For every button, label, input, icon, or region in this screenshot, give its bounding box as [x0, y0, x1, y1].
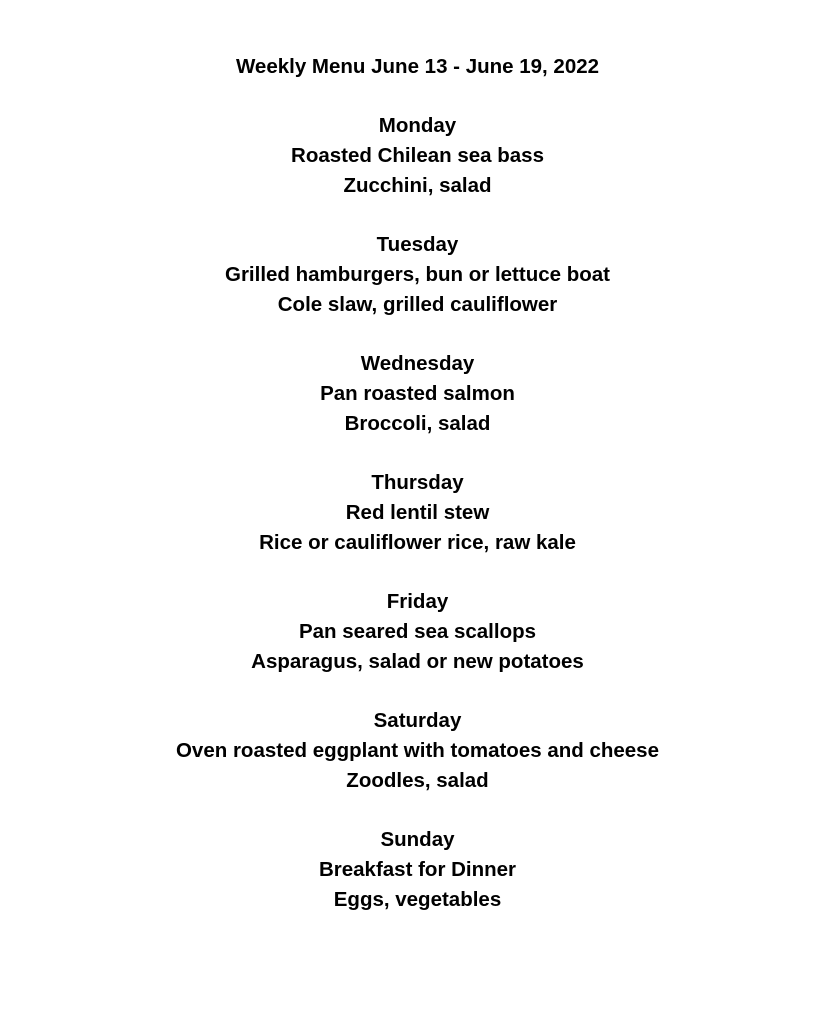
day-name: Sunday	[380, 828, 455, 851]
day-name: Tuesday	[376, 233, 459, 256]
side-dishes: Eggs, vegetables	[333, 887, 502, 911]
main-dish: Roasted Chilean sea bass	[291, 143, 544, 167]
day-block-tuesday	[0, 230, 835, 319]
day-name: Wednesday	[360, 352, 475, 375]
main-dish: Pan roasted salmon	[320, 381, 515, 405]
day-name: Friday	[386, 590, 449, 613]
side-dishes: Broccoli, salad	[344, 411, 491, 435]
main-dish: Red lentil stew	[345, 500, 490, 524]
main-dish: Grilled hamburgers, bun or lettuce boat	[225, 262, 610, 286]
day-block-wednesday	[0, 349, 835, 438]
day-block-saturday	[0, 706, 835, 795]
side-dishes: Zoodles, salad	[346, 768, 489, 792]
day-name: Monday	[378, 114, 457, 137]
side-dishes: Rice or cauliflower rice, raw kale	[259, 530, 576, 554]
main-dish: Oven roasted eggplant with tomatoes and cheese	[175, 738, 659, 762]
page-title: Weekly Menu June 13 - June 19, 2022	[235, 55, 600, 78]
day-block-sunday	[0, 825, 835, 914]
day-block-monday	[0, 111, 835, 200]
side-dishes: Zucchini, salad	[343, 173, 492, 197]
day-block-friday	[0, 587, 835, 676]
side-dishes: Cole slaw, grilled cauliflower	[277, 292, 558, 316]
day-name: Saturday	[373, 709, 462, 732]
day-block-thursday	[0, 468, 835, 557]
main-dish: Pan seared sea scallops	[298, 619, 537, 643]
main-dish: Breakfast for Dinner	[318, 857, 517, 881]
day-name: Thursday	[371, 471, 464, 494]
side-dishes: Asparagus, salad or new potatoes	[251, 649, 584, 673]
